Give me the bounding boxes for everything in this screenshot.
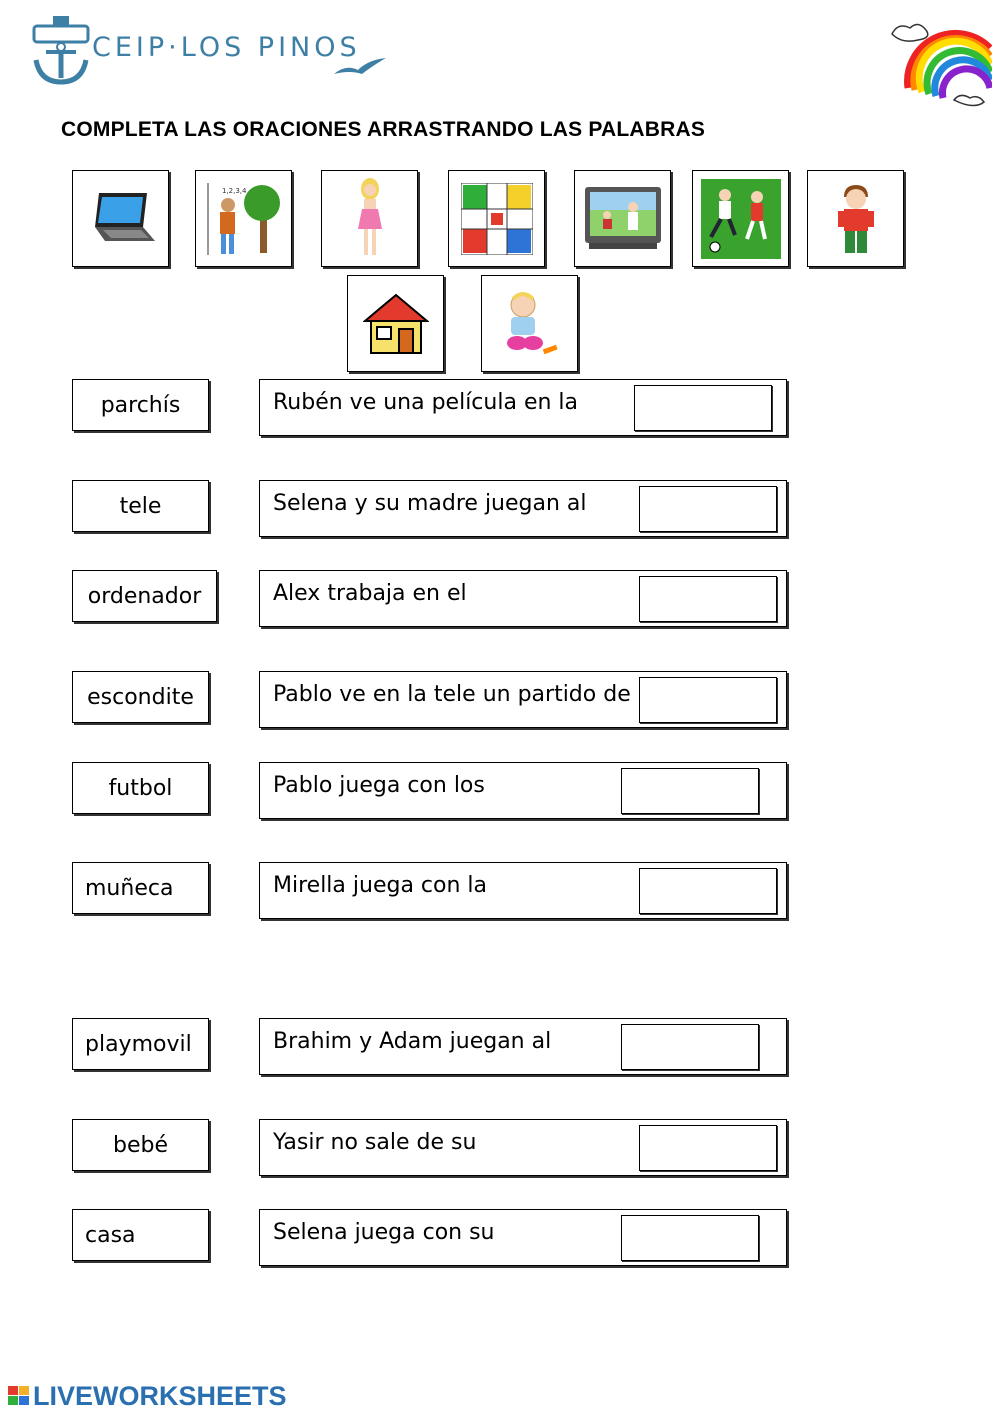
answer-drop-slot[interactable] [639,868,777,914]
answer-drop-slot[interactable] [634,385,772,431]
playmobil-icon [836,183,876,255]
sentence-text: Yasir no sale de su [273,1130,477,1155]
liveworksheets-logo-icon [8,1386,30,1406]
picture-card-baby[interactable] [481,275,578,372]
answer-drop-slot[interactable] [621,1024,759,1070]
hide-and-seek-icon [204,179,284,259]
picture-card-hide-and-seek[interactable] [195,170,292,267]
sentence-row [259,1119,787,1176]
house-icon [363,293,429,355]
school-name: CEIP·LOS PINOS [92,32,361,63]
rainbow-icon [888,14,992,110]
school-logo [28,14,94,88]
answer-drop-slot[interactable] [639,677,777,723]
seagull-icon [332,56,388,80]
sentence-text: Rubén ve una película en la [273,390,579,415]
sentence-text: Alex trabaja en el [273,581,467,606]
baby-icon [495,289,565,359]
answer-drop-slot[interactable] [639,576,777,622]
sentence-row [259,1209,787,1266]
word-tile[interactable]: parchís [72,379,209,431]
doll-icon [350,177,390,261]
sentence-text: Mirella juega con la [273,873,488,898]
picture-card-playmobil[interactable] [807,170,904,267]
word-tile[interactable]: playmovil [72,1018,209,1070]
football-icon [701,179,781,259]
picture-card-house[interactable] [347,275,444,372]
word-tile[interactable]: bebé [72,1119,209,1171]
word-tile[interactable]: escondite [72,671,209,723]
svg-text:1,2,3,4: 1,2,3,4 [221,186,246,195]
sentence-text: Brahim y Adam juegan al [273,1029,552,1054]
sentence-text: Selena juega con su [273,1220,495,1245]
laptop-icon [85,189,157,249]
sentence-text: Selena y su madre juegan al [273,491,587,516]
sentence-row [259,762,787,819]
word-tile[interactable]: ordenador [72,570,217,622]
answer-drop-slot[interactable] [621,1215,759,1261]
sentence-row [259,570,787,627]
page-title: COMPLETA LAS ORACIONES ARRASTRANDO LAS PALABRAS [61,118,706,141]
picture-card-parcheesi[interactable] [448,170,545,267]
picture-card-television[interactable] [574,170,671,267]
word-tile[interactable]: muñeca [72,862,209,914]
word-tile[interactable]: casa [72,1209,209,1261]
sentence-text: Pablo ve en la tele un partido de [273,682,631,707]
picture-card-doll[interactable] [321,170,418,267]
sentence-row [259,480,787,537]
answer-drop-slot[interactable] [639,486,777,532]
answer-drop-slot[interactable] [621,768,759,814]
liveworksheets-brand[interactable]: LIVEWORKSHEETS [33,1381,287,1411]
sentence-text: Pablo juega con los [273,773,485,798]
television-icon [583,185,663,253]
picture-card-football[interactable] [692,170,789,267]
picture-card-laptop[interactable] [72,170,169,267]
parcheesi-board-icon [461,183,533,255]
sentence-row [259,862,787,919]
word-tile[interactable]: futbol [72,762,209,814]
word-tile[interactable]: tele [72,480,209,532]
anchor-logo-icon [28,14,94,88]
sentence-row [259,1018,787,1075]
sentence-row [259,671,787,728]
answer-drop-slot[interactable] [639,1125,777,1171]
sentence-row [259,379,787,436]
